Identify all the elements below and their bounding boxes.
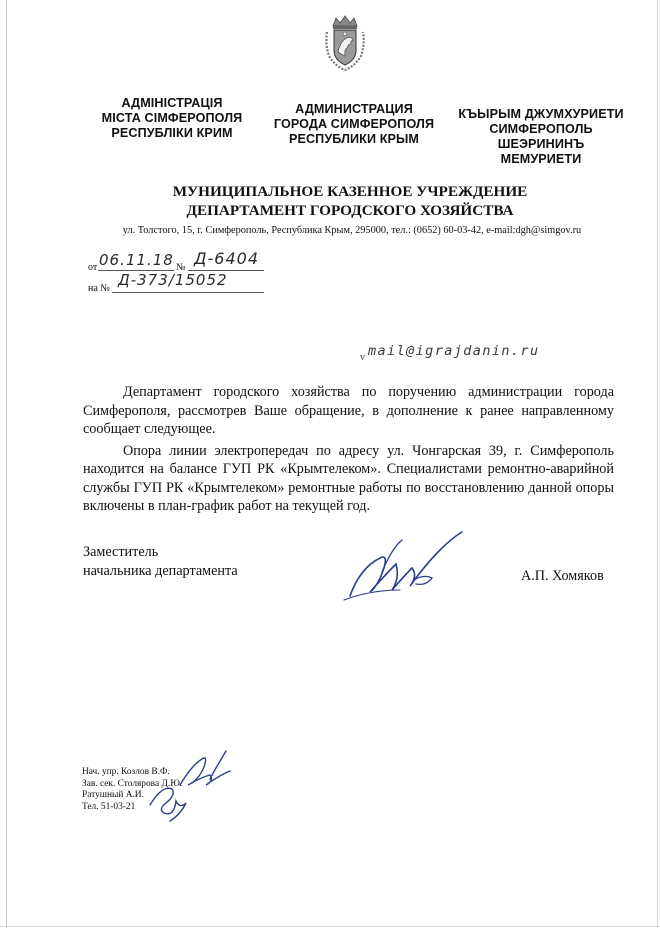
executor-signature — [140, 745, 240, 825]
from-date: 06.11.18 — [99, 251, 174, 269]
scan-right-edge — [657, 0, 658, 928]
recipient-tick: v — [360, 352, 365, 363]
institution-address: ул. Толстого, 15, г. Симферополь, Республика Крым, 295000, тел.: (0652) 60-03-42, e-mail:dgh@simgov.ru — [122, 225, 582, 236]
header-russian — [264, 102, 444, 147]
header-crh-line: ШЕЭРИНИНЪ — [497, 137, 585, 151]
executor-line: Нач. упр. Козлов В.Ф. — [82, 767, 170, 777]
body-paragraph-1: Департамент городского хозяйства по поручению администрации города Симферополя, рассмотрев Ваше обращение, в дополнение к ранее направленному сообщает следующее. — [83, 384, 614, 437]
from-label: от — [88, 262, 98, 273]
header-uk-line: РЕСПУБЛІКИ КРИМ — [111, 126, 233, 140]
header-ru-line: ГОРОДА СИМФЕРОПОЛЯ — [273, 117, 435, 131]
header-crh-line: МЕМУРИЕТИ — [500, 152, 582, 166]
incoming-number: Д-373/15052 — [118, 271, 228, 289]
signer-position-line-1: Заместитель — [83, 544, 159, 560]
executor-line: Тел. 51-03-21 — [82, 801, 136, 812]
signer-position — [83, 543, 238, 581]
header-uk-line: АДМІНІСТРАЦІЯ — [121, 96, 223, 110]
header-crimean-tatar — [446, 107, 636, 167]
signer-name: А.П. Хомяков — [521, 568, 604, 584]
scan-left-edge — [6, 0, 7, 928]
signer-position-line-2: начальника департамента — [83, 563, 238, 579]
scan-bottom-edge — [0, 926, 660, 927]
incoming-label: на № — [88, 283, 110, 294]
outgoing-number: Д-6404 — [194, 249, 259, 268]
institution-name — [130, 182, 570, 220]
institution-line-1: МУНИЦИПАЛЬНОЕ КАЗЕННОЕ УЧРЕЖДЕНИЕ — [172, 183, 528, 200]
coat-of-arms-icon — [323, 14, 367, 72]
body-paragraph-2: Опора линии электропередач по адресу ул. Чонгарская 39, г. Симферополь находится на балансе ГУП РК «Крымтелеком». Специалистами ремонтно-аварийной службы ГУП РК «Крымтелеком» ремонтные работы по восстановлению данной опоры включены в план-график работ на текущей год. — [83, 442, 614, 514]
recipient-email: mail@igrajdanin.ru — [368, 343, 540, 359]
header-ru-line: АДМИНИСТРАЦИЯ — [295, 102, 413, 116]
header-ru-line: РЕСПУБЛИКИ КРЫМ — [288, 132, 420, 146]
header-crh-line: СИМФЕРОПОЛЬ — [489, 122, 593, 136]
institution-line-2: ДЕПАРТАМЕНТ ГОРОДСКОГО ХОЗЯЙСТВА — [186, 202, 514, 219]
incoming-number-line — [112, 292, 264, 293]
letter-body — [83, 383, 614, 516]
header-ukrainian — [86, 96, 258, 141]
executor-line: Зав. сек. Столярова Д.Ю. — [82, 778, 183, 789]
number-label: № — [176, 262, 186, 273]
header-crh-line: КЪЫРЫМ ДЖУМХУРИЕТИ — [458, 107, 624, 121]
header-uk-line: МІСТА СІМФЕРОПОЛЯ — [101, 111, 243, 125]
executor-line: Ратушный А.И. — [82, 790, 144, 801]
handwritten-signature — [340, 528, 470, 608]
